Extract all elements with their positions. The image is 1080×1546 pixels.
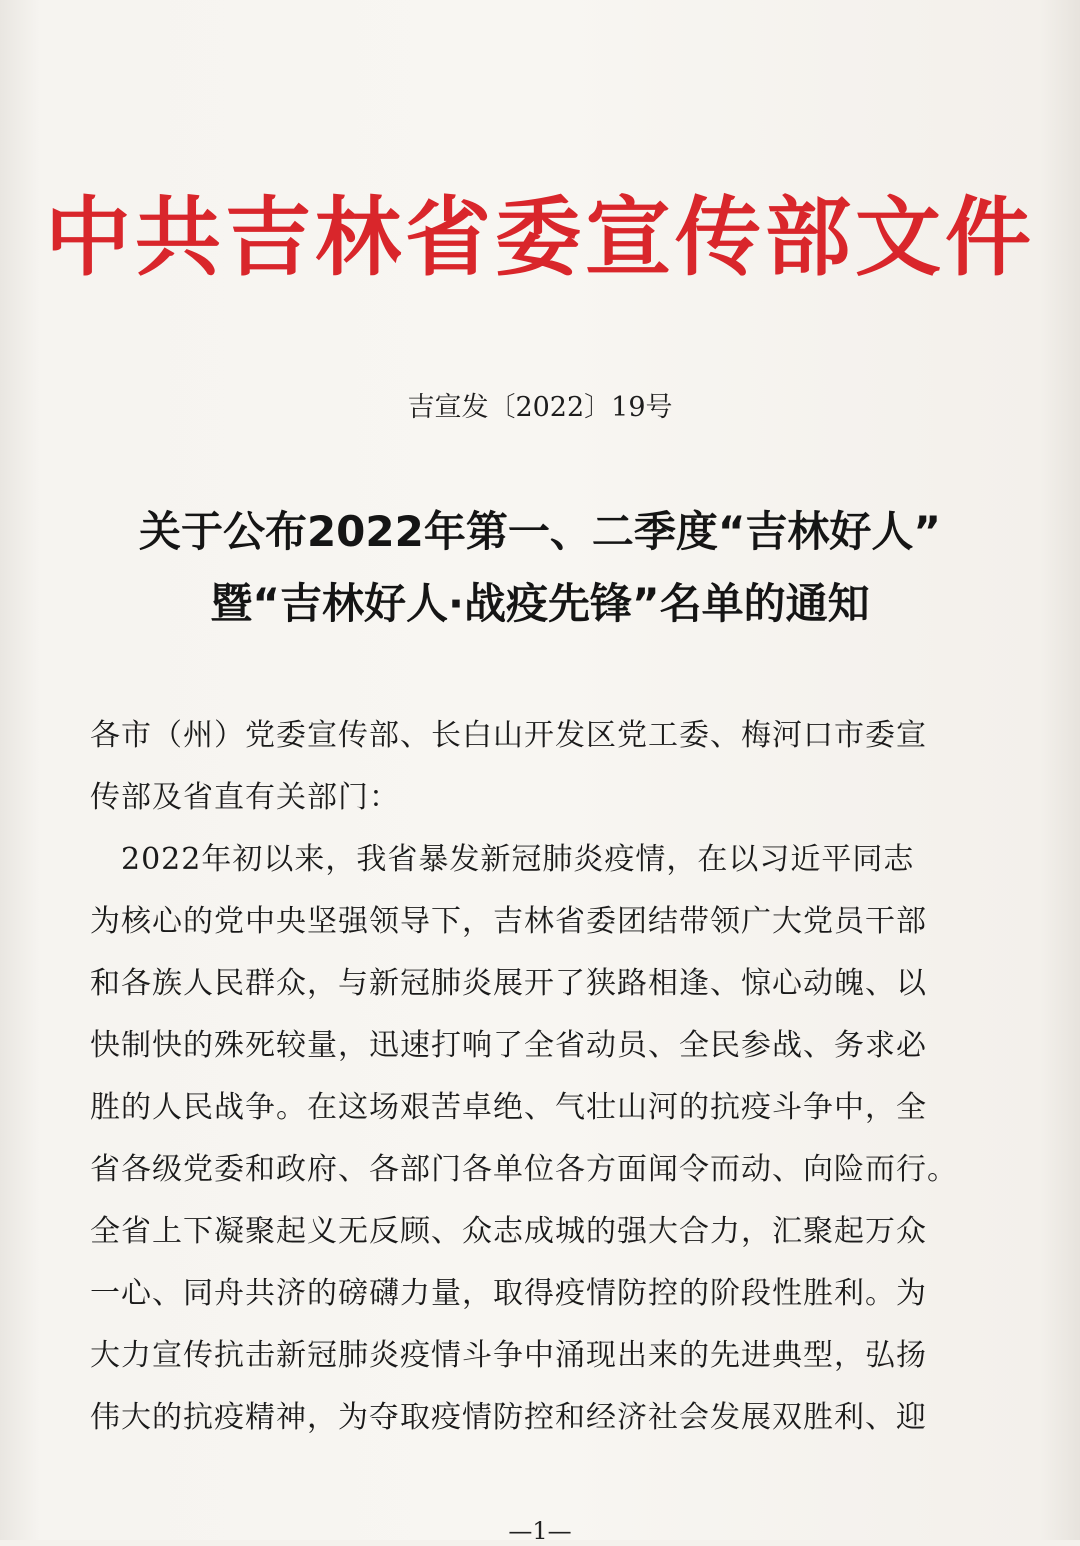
document-title-line-2: 暨“吉林好人·战疫先锋”名单的通知: [210, 579, 870, 628]
body-line: 为核心的党中央坚强领导下，吉林省委团结带领广大党员干部: [90, 904, 927, 939]
body-line: 一心、同舟共济的磅礴力量，取得疫情防控的阶段性胜利。为: [90, 1276, 927, 1311]
body-line: 全省上下凝聚起义无反顾、众志成城的强大合力，汇聚起万众: [90, 1214, 927, 1249]
page-number: —1—: [508, 1517, 572, 1545]
body-line: 伟大的抗疫精神，为夺取疫情防控和经济社会发展双胜利、迎: [90, 1400, 927, 1435]
body-line: 大力宣传抗击新冠肺炎疫情斗争中涌现出来的先进典型，弘扬: [90, 1338, 927, 1373]
body-line: 传部及省直有关部门：: [90, 780, 400, 815]
body-line: 2022年初以来，我省暴发新冠肺炎疫情，在以习近平同志: [90, 842, 915, 877]
body-line: 省各级党委和政府、各部门各单位各方面闻令而动、向险而行。: [90, 1152, 958, 1187]
document-masthead: 中共吉林省委宣传部文件: [45, 188, 1035, 288]
body-line: 胜的人民战争。在这场艰苦卓绝、气壮山河的抗疫斗争中，全: [90, 1090, 927, 1125]
body-line: 快制快的殊死较量，迅速打响了全省动员、全民参战、务求必: [90, 1028, 927, 1063]
document-number: 吉宣发〔2022〕19号: [407, 392, 673, 423]
body-line: 和各族人民群众，与新冠肺炎展开了狭路相逢、惊心动魄、以: [90, 966, 927, 1001]
body-line: 各市（州）党委宣传部、长白山开发区党工委、梅河口市委宣: [90, 718, 927, 753]
document-title-line-1: 关于公布2022年第一、二季度“吉林好人”: [138, 507, 942, 556]
